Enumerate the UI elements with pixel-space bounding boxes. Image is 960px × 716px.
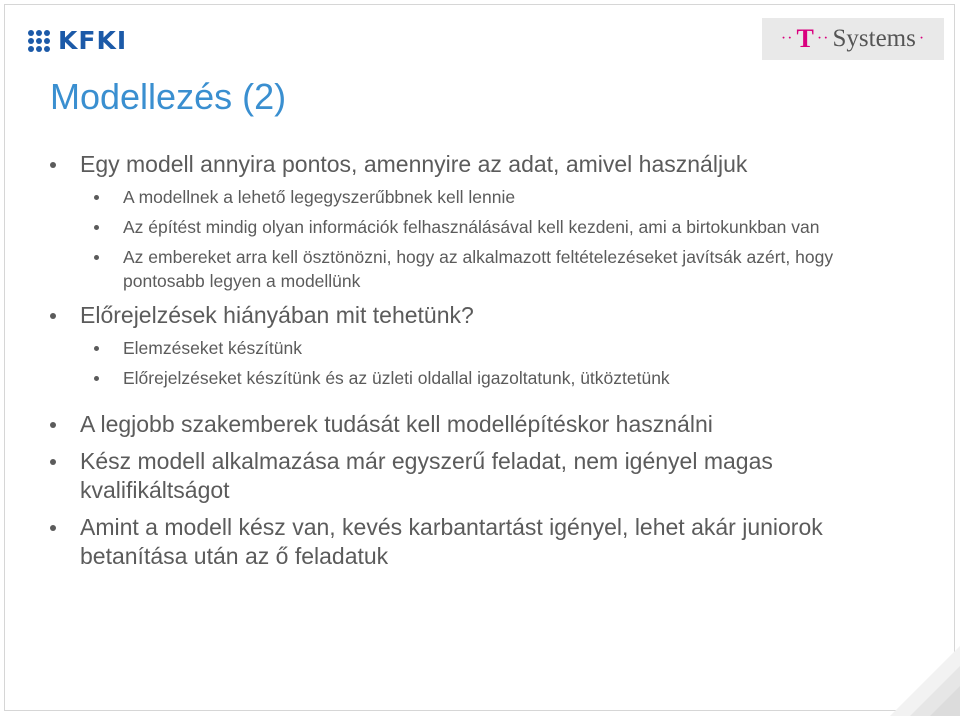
kfki-logo-text: KFKI <box>58 26 128 55</box>
tsystems-t-icon: T <box>796 24 814 53</box>
sub-bullet-item <box>46 245 906 293</box>
bullet-dot-icon <box>50 459 56 465</box>
bullet-text: Amint a modell kész van, kevés karbantartást igényel, lehet akár juniorok betanítása után az ő feladatuk <box>80 514 823 569</box>
kfki-dots-icon <box>28 30 50 52</box>
bullet-dot-icon <box>94 376 99 381</box>
bullet-item <box>46 410 906 439</box>
bullet-list <box>46 150 906 571</box>
bullet-dot-icon <box>50 525 56 531</box>
sub-bullet-item <box>46 336 906 360</box>
bullet-item <box>46 301 906 330</box>
bullet-dot-icon <box>50 162 56 168</box>
bullet-dot-icon <box>50 422 56 428</box>
sub-bullet-item <box>46 215 906 239</box>
bullet-dot-icon <box>50 313 56 319</box>
bullet-dot-icon <box>94 346 99 351</box>
bullet-dot-icon <box>94 195 99 200</box>
bullet-text: Kész modell alkalmazása már egyszerű feladat, nem igényel magas kvalifikáltságot <box>80 448 773 503</box>
bullet-text: Előrejelzések hiányában mit tehetünk? <box>80 302 474 328</box>
corner-decoration-icon <box>880 636 960 716</box>
bullet-text: Előrejelzéseket készítünk és az üzleti oldallal igazoltatunk, ütköztetünk <box>123 368 670 388</box>
bullet-item <box>46 513 906 571</box>
tsystems-dots-icon: ·· <box>780 30 794 47</box>
bullet-text: A legjobb szakemberek tudását kell modellépítéskor használni <box>80 411 713 437</box>
bullet-item <box>46 447 906 505</box>
tsystems-logo <box>762 18 944 60</box>
slide-title: Modellezés (2) <box>50 76 287 117</box>
bullet-dot-icon <box>94 225 99 230</box>
sub-bullet-item <box>46 366 906 390</box>
bullet-text: Elemzéseket készítünk <box>123 338 302 358</box>
kfki-logo <box>28 26 127 55</box>
tsystems-dots-icon: ·· <box>816 30 830 47</box>
bullet-text: Az embereket arra kell ösztönözni, hogy az alkalmazott feltételezéseket javítsák azért, hogy pontosabb legyen a modellünk <box>123 247 834 291</box>
tsystems-dot-icon: · <box>918 30 926 47</box>
bullet-item <box>46 150 906 179</box>
bullet-text: A modellnek a lehető legegyszerűbbnek kell lennie <box>123 187 516 207</box>
sub-bullet-item <box>46 185 906 209</box>
tsystems-logo-text: Systems <box>832 25 916 52</box>
bullet-dot-icon <box>94 255 99 260</box>
bullet-text: Az építést mindig olyan információk felhasználásával kell kezdeni, ami a birtokunkban van <box>123 217 820 237</box>
bullet-text: Egy modell annyira pontos, amennyire az adat, amivel használjuk <box>80 151 748 177</box>
